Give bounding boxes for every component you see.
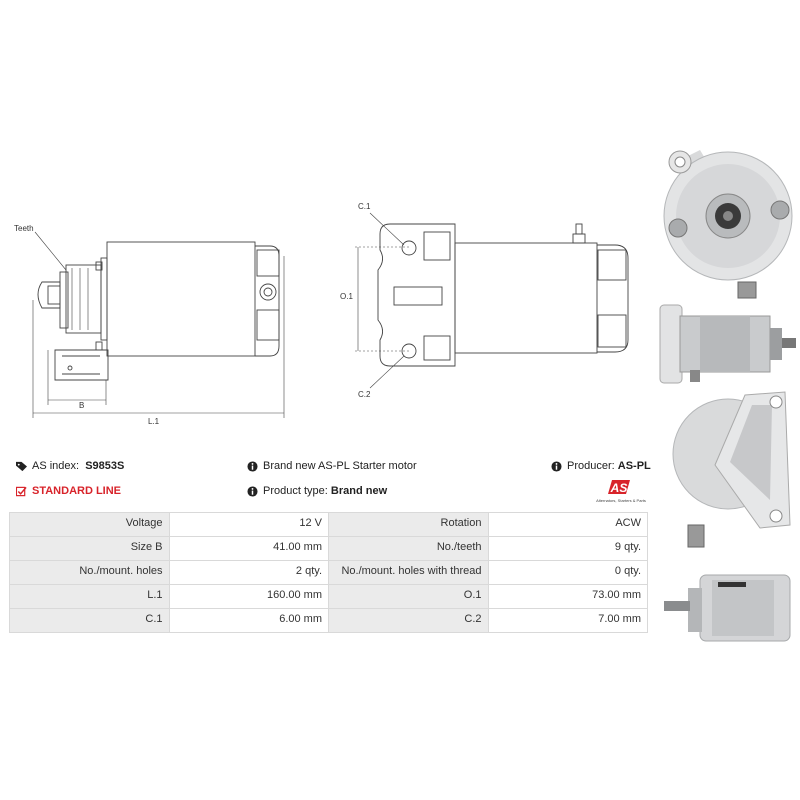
description [247, 460, 417, 472]
product-photo-motor [664, 575, 790, 641]
spec-label: Rotation [329, 513, 489, 537]
table-row [10, 561, 648, 585]
spec-value: 160.00 mm [169, 585, 329, 609]
side-view-drawing [38, 242, 279, 380]
table-row [10, 537, 648, 561]
as-pl-logo-mark [590, 478, 652, 504]
standard-line [16, 485, 121, 497]
product-photo-bracket [673, 392, 790, 547]
producer [551, 460, 651, 472]
info-icon [247, 486, 258, 497]
svg-text:AS: AS [610, 481, 628, 495]
c1-dimension-label: C.1 [358, 202, 371, 211]
o1-dimension-label: O.1 [340, 292, 353, 301]
producer-label: Producer: [567, 460, 615, 472]
l1-dimension-label: L.1 [148, 417, 160, 426]
tag-icon [16, 461, 27, 472]
c2-dimension-label: C.2 [358, 390, 371, 399]
table-row [10, 513, 648, 537]
spec-value: 0 qty. [488, 561, 648, 585]
checkbox-icon [16, 486, 27, 497]
spec-label: O.1 [329, 585, 489, 609]
spec-label: L.1 [10, 585, 170, 609]
svg-text:Alternators, Starters & Parts: Alternators, Starters & Parts [596, 498, 646, 503]
product-type [247, 485, 387, 497]
spec-value: 73.00 mm [488, 585, 648, 609]
producer-value: AS-PL [617, 460, 651, 472]
spec-label: No./mount. holes with thread [329, 561, 489, 585]
teeth-label: Teeth [14, 224, 34, 233]
spec-table [9, 512, 648, 633]
top-view-drawing [378, 224, 628, 366]
spec-value: ACW [488, 513, 648, 537]
spec-label: C.2 [329, 609, 489, 633]
product-photo-side [660, 305, 796, 383]
spec-label: No./mount. holes [10, 561, 170, 585]
spec-label: C.1 [10, 609, 170, 633]
product-photo-front [664, 150, 792, 298]
b-dimension-label: B [79, 401, 85, 410]
product-type-value: Brand new [330, 485, 388, 497]
info-icon [247, 461, 258, 472]
product-type-label: Product type: [263, 485, 328, 497]
spec-label: No./teeth [329, 537, 489, 561]
as-index-value: S9853S [85, 460, 125, 472]
table-row [10, 609, 648, 633]
as-index-label: AS index: [32, 460, 80, 472]
table-row [10, 585, 648, 609]
spec-value: 6.00 mm [169, 609, 329, 633]
as-pl-logo [590, 478, 652, 504]
spec-label: Voltage [10, 513, 170, 537]
info-icon [551, 461, 562, 472]
spec-value: 12 V [169, 513, 329, 537]
description-text: Brand new AS-PL Starter motor [263, 460, 417, 472]
as-index [16, 460, 124, 472]
spec-value: 7.00 mm [488, 609, 648, 633]
spec-value: 2 qty. [169, 561, 329, 585]
spec-value: 41.00 mm [169, 537, 329, 561]
spec-label: Size B [10, 537, 170, 561]
standard-line-label: STANDARD LINE [32, 485, 122, 497]
spec-value: 9 qty. [488, 537, 648, 561]
